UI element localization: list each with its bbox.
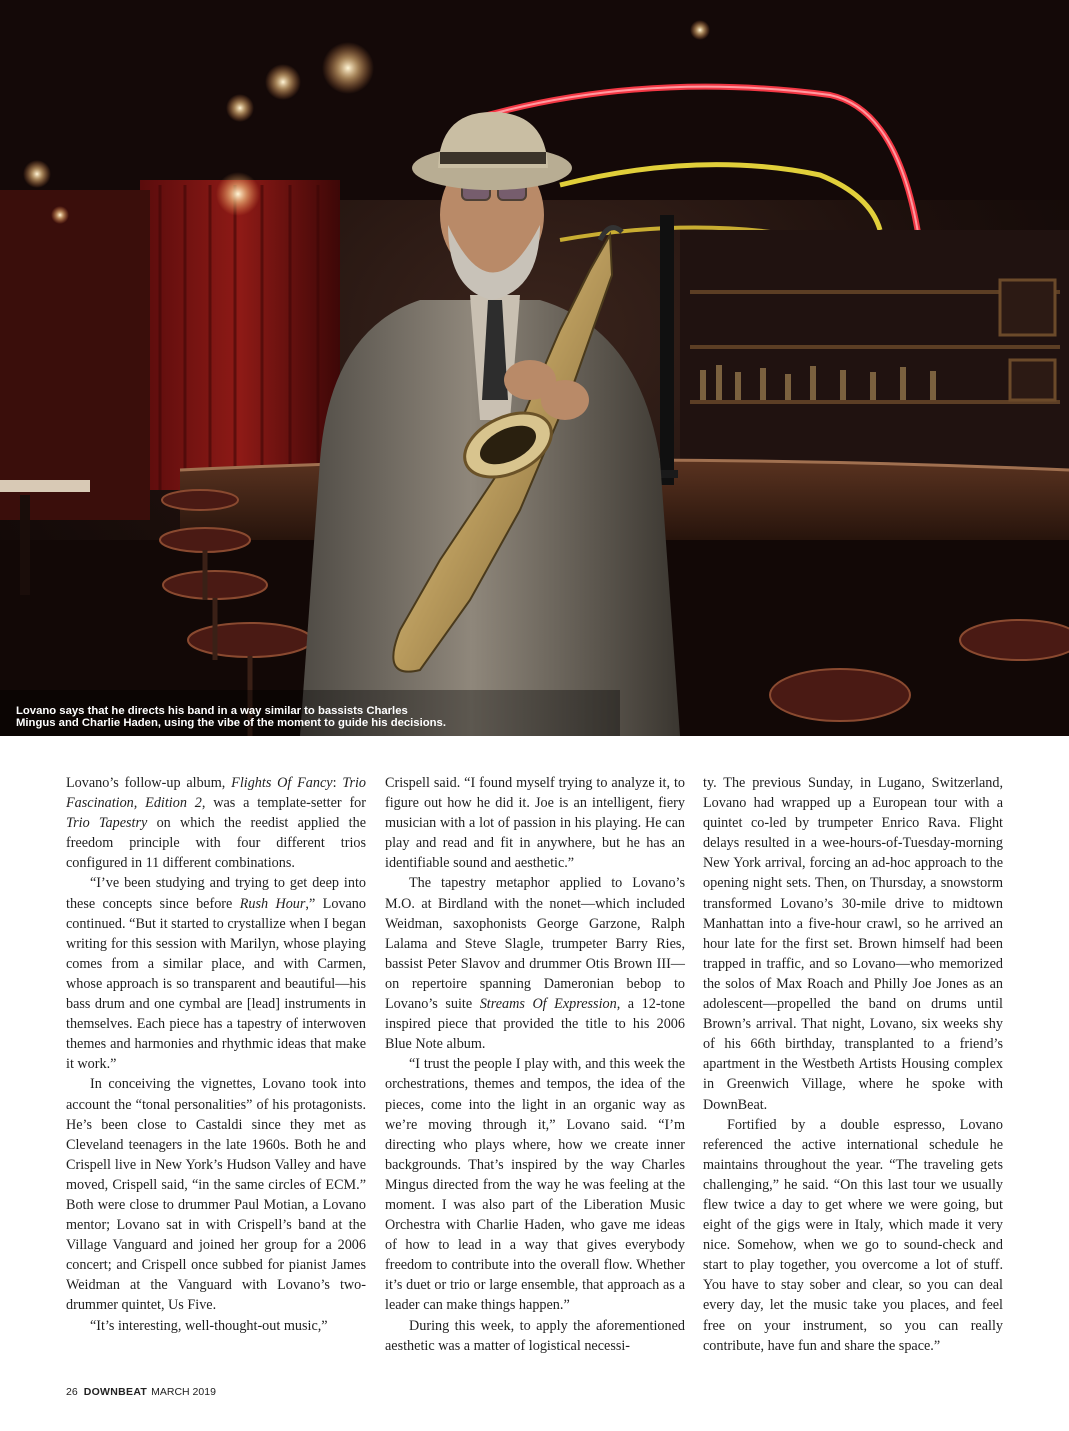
text-run: “It’s interesting, well-thought-out music,”	[90, 1317, 328, 1334]
caption-line-1: Lovano says that he directs his band in a way similar to bassists Charles	[16, 705, 408, 717]
text-run: “I trust the people I play with, and this week the orchestrations, themes and tempos, the idea of the pieces, come into the light in an organic way as we’re moving through it,” Lovano said. “I’m directing who plays where, how we create inner backgrounds. That’s inspired by the way Charles Mingus directed from the way he was feeling at the moment. I was also part of the Liberation Music Orchestra with Charlie Haden, who gave me ideas of how to lead in a way that gives everybody freedom to contribute into the overall flow. Whether it’s duet or trio or large ensemble, that approach as a leader can make things happen.”	[385, 1056, 685, 1314]
article-paragraph	[66, 1316, 366, 1336]
italic-title: Trio Fascination, Edition 2	[66, 775, 367, 812]
article-paragraph	[66, 873, 366, 1074]
text-run: In conceiving the vignettes, Lovano took into account the “tonal personalities” of his protagonists. He’s been close to Castaldi since they met as Cleveland teenagers in the late 1960s. Both he and Crispell live in New York’s Hudson Valley and have moved, Crispell said, “in the same circles of ECM.” Both were close to drummer Paul Motian, a Lovano mentor; Lovano sat in with Crispell’s band at the Village Vanguard and joined her group for a 2006 concert; and Crispell once subbed for pianist James Weidman at the Vanguard with Lovano’s two-drummer quintet, Us Five.	[66, 1076, 366, 1314]
article-column-2	[385, 773, 685, 1356]
article-column-3	[703, 773, 1003, 1356]
italic-title: Flights Of Fancy	[231, 775, 333, 791]
article-paragraph	[385, 773, 685, 873]
issue-date: MARCH 2019	[151, 1386, 216, 1398]
text-run: ty. The previous Sunday, in Lugano, Switzerland, Lovano had wrapped up a European tour with a quintet co-led by trumpeter Enrico Rava. Flight delays resulted in a wee-hours-of-Tuesday-morning New York arrival, forcing an ad-hoc approach to the opening night sets. Then, on Thursday, a snowstorm transformed Lovano’s 30-mile drive to midtown Manhattan into a five-hour crawl, so he arrived an hour late for the first set. Brown himself had been trapped in traffic, and so Lovano—who memorized the solos of Max Roach and Philly Joe Jones as an adolescent—propelled the band on drums until Brown’s arrival. That night, Lovano, six weeks shy of his 66th birthday, transplanted to a friend’s apartment in the Westbeth Artists Housing complex in Greenwich Village, where he spoke with DownBeat.	[703, 775, 1003, 1113]
text-run: ,” Lovano continued. “But it started to crystallize when I began writing for this session with Marilyn, whose playing comes from a similar place, and with Carmen, whose approach is so transparent and beautiful—his bass drum and one cymbal are [lead] instruments in themselves. Each piece has a tapestry of interwoven themes and harmonies and rhythmic ideas that make it work.”	[66, 895, 366, 1073]
article-paragraph	[703, 773, 1003, 1115]
text-run: Lovano’s follow-up album,	[66, 775, 232, 791]
article-paragraph	[385, 1054, 685, 1315]
text-run: “I’ve been studying and trying to get deep into these concepts since before	[66, 875, 366, 912]
page-number: 26	[66, 1386, 78, 1398]
caption-line-2: Mingus and Charlie Haden, using the vibe of the moment to guide his decisions.	[16, 717, 446, 729]
italic-title: Streams Of Expression	[479, 996, 617, 1013]
article-paragraph	[385, 873, 685, 1054]
text-run: The tapestry metaphor applied to Lovano’s M.O. at Birdland with the nonet—which included Weidman, saxophonists George Garzone, Ralph Lalama and Steve Slagle, trumpeter Barry Ries, bassist Peter Slavov and drummer Otis Brown III—on repertoire spanning Dameronian bebop to Lovano’s suite	[385, 875, 685, 1013]
text-run: Crispell said. “I found myself trying to analyze it, to figure out how he did it. Joe is an intelligent, fiery musician with a lot of passion in his playing. He can play and read and fit in anywhere, but he has an identifiable sound and aesthetic.”	[385, 775, 685, 872]
italic-title: Trio Tapestry	[66, 815, 148, 832]
article-paragraph	[66, 1074, 366, 1315]
italic-title: Rush Hour	[239, 895, 306, 912]
photo-caption	[16, 705, 576, 729]
article-paragraph	[385, 1316, 685, 1356]
article-column-1	[66, 773, 366, 1336]
magazine-name: DOWNBEAT	[83, 1386, 148, 1398]
text-run: , a 12-tone inspired piece that provided the title to his 2006 Blue Note album.	[385, 996, 685, 1053]
article-paragraph	[703, 1115, 1003, 1356]
text-run: Fortified by a double espresso, Lovano referenced the active international schedule he maintains throughout the year. “The traveling gets challenging,” he said. “On this last tour we usually flew twice a day to get where we were going, but eight of the gigs were in Italy, which made it very nice. Somehow, when we go to sound-check and start to play together, you overcome a lot of stuff. You have to stay sober and clear, so you can deal every day, let the music take you places, and feel free on your instrument, so you can really contribute, have fun and share the space.”	[703, 1116, 1003, 1354]
text-run: on which the reedist applied the freedom principle with four different trios configured in 11 different combinations.	[66, 815, 366, 872]
text-run: During this week, to apply the aforementioned aesthetic was a matter of logistical necessi-	[385, 1317, 685, 1354]
text-run: , was a template-setter for	[201, 795, 366, 812]
text-run: :	[332, 775, 343, 791]
article-paragraph	[66, 773, 366, 873]
page-footer	[66, 1386, 216, 1398]
